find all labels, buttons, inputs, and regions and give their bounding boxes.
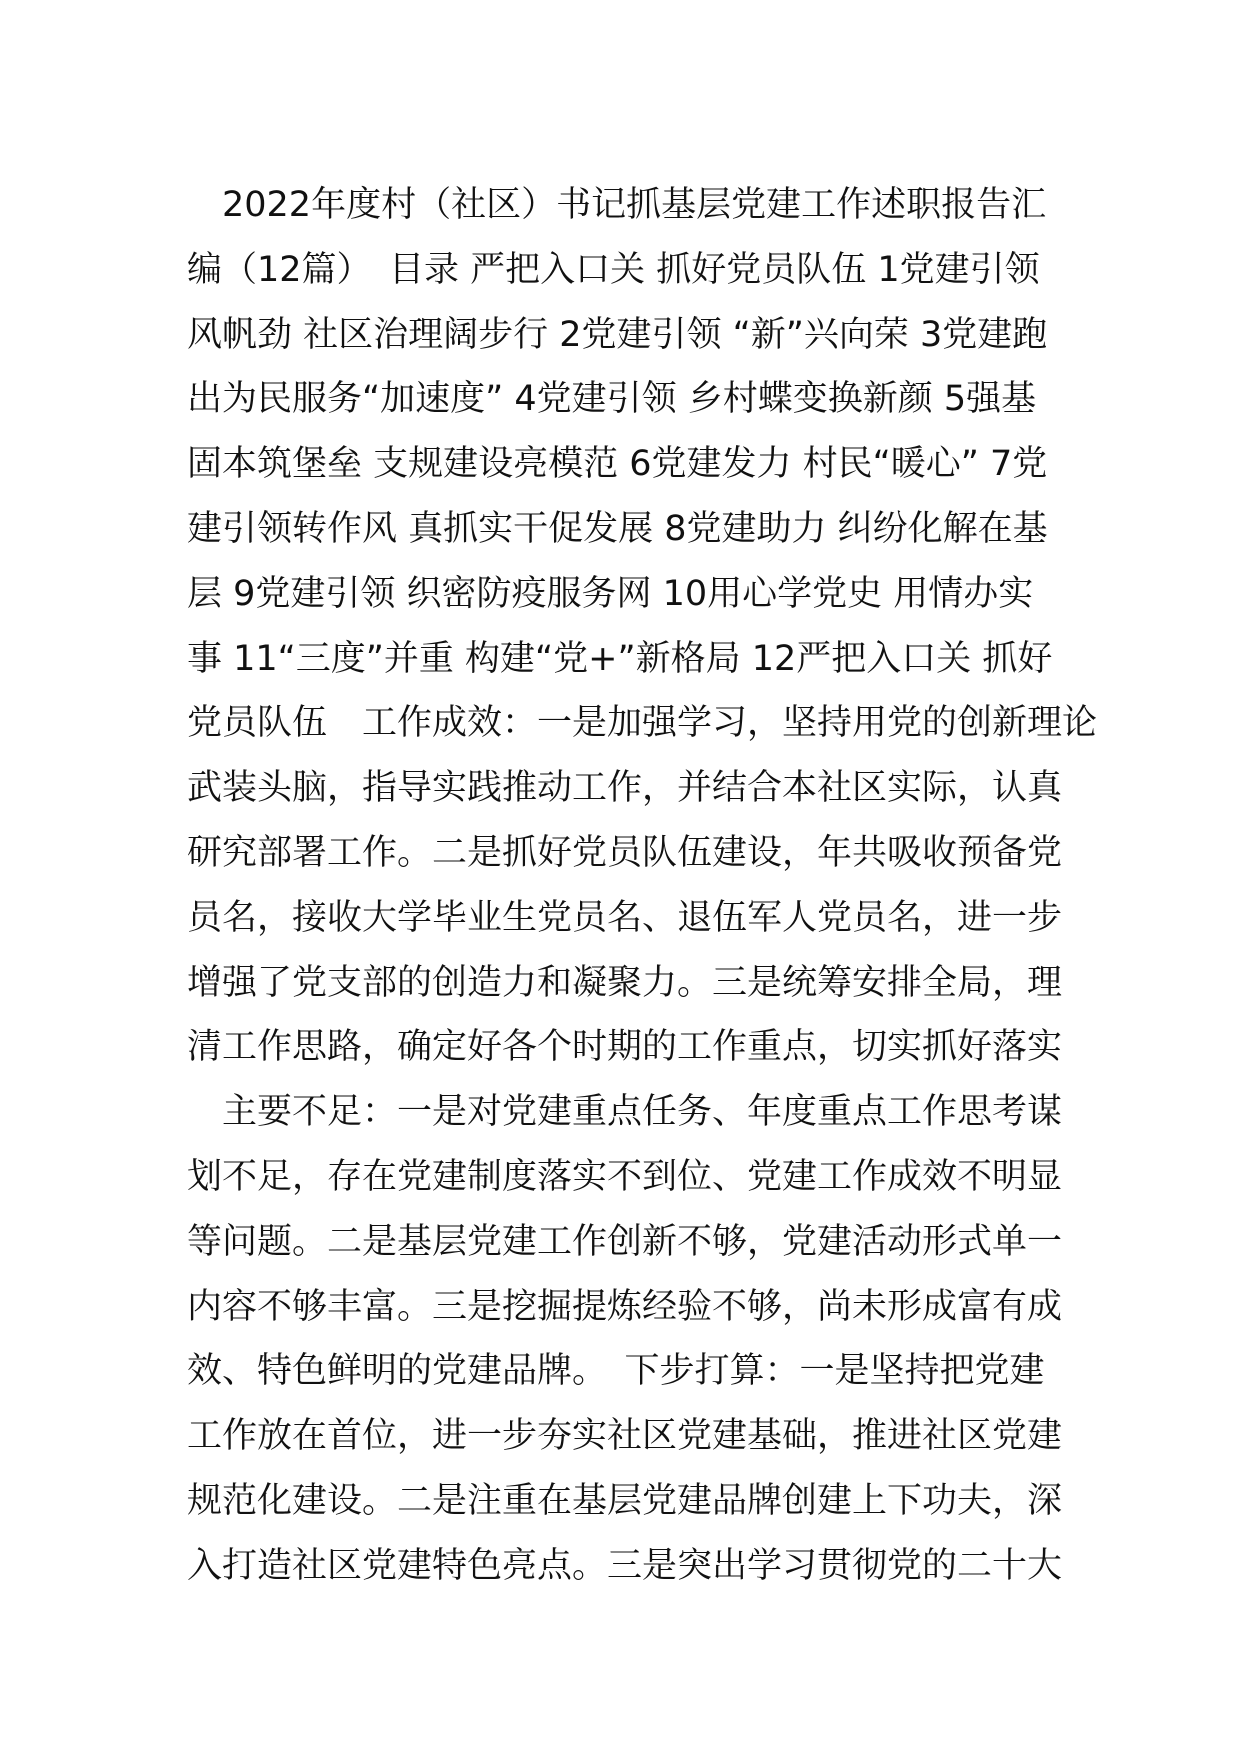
- text-line: 事 11“三度”并重 构建“党+”新格局 12严把入口关 抓好: [187, 638, 1053, 679]
- text-line: 固本筑堡垒 支规建设亮模范 6党建发力 村民“暖心” 7党: [187, 444, 1048, 485]
- text-line: 武装头脑，指导实践推动工作，并结合本社区实际，认真: [187, 768, 1063, 809]
- text-line: 建引领转作风 真抓实干促发展 8党建助力 纠纷化解在基: [187, 508, 1048, 549]
- text-line: 增强了党支部的创造力和凝聚力。三是统筹安排全局，理: [187, 962, 1063, 1003]
- text-line: 工作放在首位，进一步夯实社区党建基础，推进社区党建: [187, 1416, 1063, 1457]
- text-line: 划不足，存在党建制度落实不到位、党建工作成效不明显: [187, 1156, 1063, 1197]
- text-line: 内容不够丰富。三是挖掘提炼经验不够，尚未形成富有成: [187, 1286, 1063, 1327]
- text-line: 等问题。二是基层党建工作创新不够，党建活动形式单一: [187, 1221, 1063, 1262]
- text-line: 入打造社区党建特色亮点。三是突出学习贯彻党的二十大: [187, 1545, 1063, 1586]
- text-line: 清工作思路，确定好各个时期的工作重点，切实抓好落实: [187, 1027, 1063, 1068]
- text-line: 员名，接收大学毕业生党员名、退伍军人党员名，进一步: [187, 897, 1063, 938]
- text-line: 2022年度村（社区）书记抓基层党建工作述职报告汇: [187, 185, 1047, 225]
- text-line: 风帆劲 社区治理阔步行 2党建引领 “新”兴向荣 3党建跑: [187, 314, 1048, 355]
- text-line: 主要不足：一是对党建重点任务、年度重点工作思考谋: [187, 1092, 1063, 1133]
- text-line: 研究部署工作。二是抓好党员队伍建设，年共吸收预备党: [187, 832, 1063, 873]
- text-line: 层 9党建引领 织密防疫服务网 10用心学党史 用情办实: [187, 573, 1034, 614]
- text-line: 编（12篇） 目录 严把入口关 抓好党员队伍 1党建引领: [187, 249, 1040, 290]
- body-text: [187, 173, 1098, 1599]
- text-line: 规范化建设。二是注重在基层党建品牌创建上下功夫，深: [187, 1480, 1063, 1521]
- text-line: 党员队伍 工作成效：一是加强学习，坚持用党的创新理论: [187, 703, 1098, 744]
- text-line: 效、特色鲜明的党建品牌。 下步打算：一是坚持把党建: [187, 1351, 1045, 1392]
- text-line: 出为民服务“加速度” 4党建引领 乡村蝶变换新颜 5强基: [187, 379, 1037, 420]
